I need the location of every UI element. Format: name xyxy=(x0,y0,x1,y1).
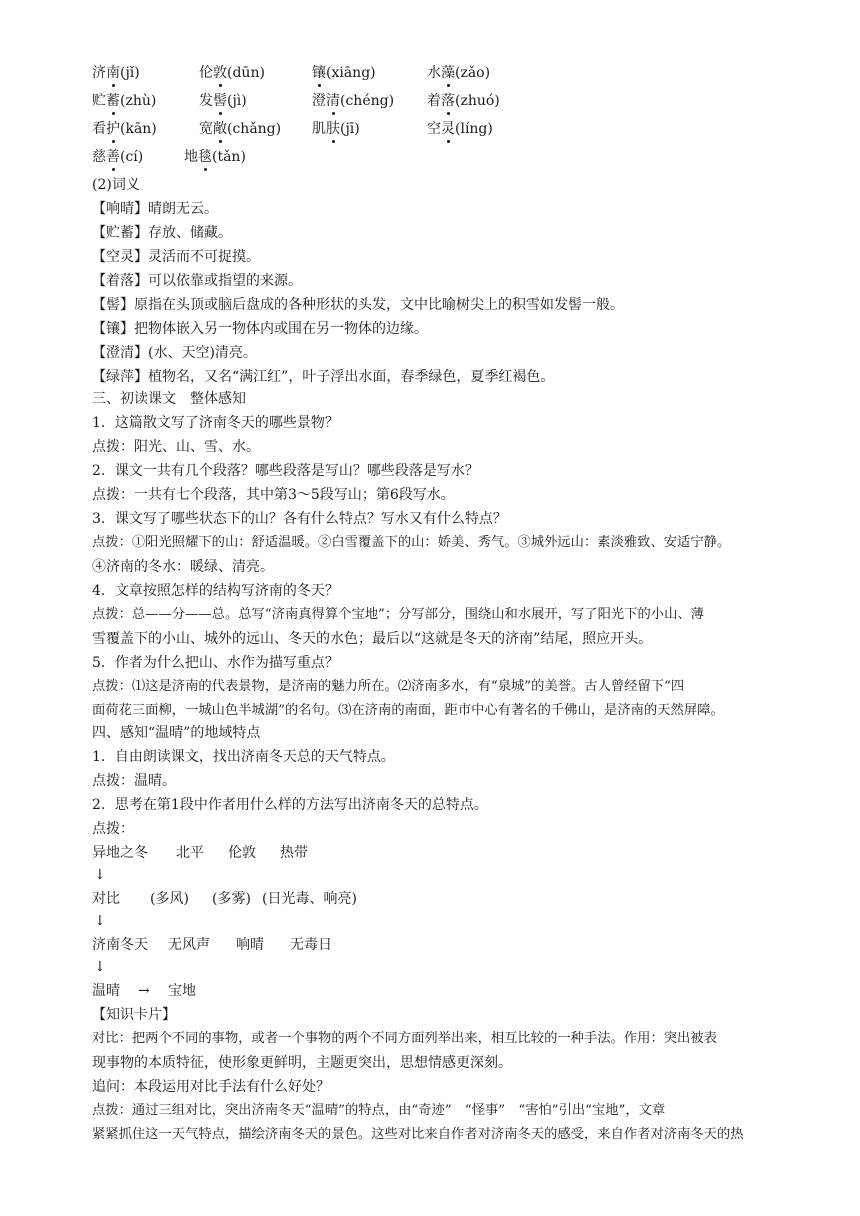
section-heading: 三、初读课文 整体感知 xyxy=(92,391,246,407)
right-arrow-icon: → xyxy=(138,983,150,999)
pinyin-reading: (zhuó) xyxy=(455,93,500,109)
pinyin-entry xyxy=(92,62,140,84)
flow-label: 无风声 xyxy=(168,937,210,953)
section-heading: 四、感知“温晴”的地域特点 xyxy=(92,725,261,741)
paragraph-line: 现事物的本质特征，使形象更鲜明，主题更突出，思想情感更深刻。 xyxy=(92,1055,512,1071)
pinyin-entry xyxy=(427,62,490,84)
flow-label: 伦敦 xyxy=(228,845,256,861)
pinyin-dotted-char: 毯 xyxy=(198,146,212,168)
pinyin-dotted-char: 护 xyxy=(106,118,120,140)
pinyin-dotted-char: 肤 xyxy=(326,118,340,140)
answer-line: 点拨：一共有七个段落，其中第3～5段写山；第6段写水。 xyxy=(92,487,455,503)
question-line: 1．自由朗读课文，找出济南冬天总的天气特点。 xyxy=(92,749,395,765)
answer-line: 点拨：①阳光照耀下的山：舒适温暖。②白雪覆盖下的山：娇美、秀气。③城外远山：素淡雅致、安适宁静。 xyxy=(92,535,731,550)
flow-label: 无毒日 xyxy=(290,937,332,953)
section-heading: 【知识卡片】 xyxy=(92,1007,176,1023)
pinyin-dotted-char: 藻 xyxy=(441,62,455,84)
question-line: 2．课文一共有几个段落？哪些段落是写山？哪些段落是写水？ xyxy=(92,463,479,479)
question-line: 3．课文写了哪些状态下的山？各有什么特点？写水又有什么特点？ xyxy=(92,511,507,527)
pinyin-dotted-char: 清 xyxy=(326,90,340,112)
pinyin-word-part: 空 xyxy=(427,121,441,137)
pinyin-dotted-char: 落 xyxy=(441,90,455,112)
pinyin-reading: (jī) xyxy=(340,121,360,137)
flow-label: 异地之冬 xyxy=(92,845,148,861)
pinyin-entry xyxy=(92,90,156,112)
pinyin-word-part: 济 xyxy=(92,65,106,81)
question-line: 2．思考在第1段中作者用什么样的方法写出济南冬天的总特点。 xyxy=(92,797,488,813)
pinyin-dotted-char: 镶 xyxy=(312,62,326,84)
flow-label: 济南冬天 xyxy=(92,937,148,953)
flow-label: 宝地 xyxy=(168,983,196,999)
question-line: 1．这篇散文写了济南冬天的哪些景物？ xyxy=(92,415,339,431)
section-label: (2)词义 xyxy=(92,177,140,193)
pinyin-entry xyxy=(427,118,493,140)
pinyin-word-part: 贮 xyxy=(92,93,106,109)
answer-line: 点拨：通过三组对比，突出济南冬天“温晴”的特点，由“奇迹” “怪事” “害怕”引出“宝地”，文章 xyxy=(92,1103,666,1118)
pinyin-reading: (xiāng) xyxy=(326,65,376,81)
pinyin-word-part: 着 xyxy=(427,93,441,109)
answer-line: 点拨：温晴。 xyxy=(92,773,176,789)
pinyin-entry xyxy=(199,62,265,84)
definition-line: 【贮蓄】存放、储藏。 xyxy=(92,225,232,241)
pinyin-dotted-char: 髻 xyxy=(213,90,227,112)
question-line: 4．文章按照怎样的结构写济南的冬天？ xyxy=(92,583,339,599)
pinyin-word-part: 澄 xyxy=(312,93,326,109)
pinyin-reading: (tǎn) xyxy=(212,149,246,165)
pinyin-dotted-char: 南 xyxy=(106,62,120,84)
pinyin-word-part: 水 xyxy=(427,65,441,81)
pinyin-entry xyxy=(199,118,281,140)
pinyin-dotted-char: 蓄 xyxy=(106,90,120,112)
down-arrow-icon: ↓ xyxy=(94,867,106,883)
flow-label: (多雾) xyxy=(212,891,251,907)
pinyin-word-part: 看 xyxy=(92,121,106,137)
pinyin-dotted-char: 灵 xyxy=(441,118,455,140)
flow-label: 对比 xyxy=(92,891,120,907)
answer-line: 点拨： xyxy=(92,821,134,837)
pinyin-word-part: 伦 xyxy=(199,65,213,81)
answer-line: 点拨：总——分——总。总写“济南真得算个宝地”；分写部分，围绕山和水展开，写了阳光下的小山、薄 xyxy=(92,607,704,622)
definition-line: 【着落】可以依靠或指望的来源。 xyxy=(92,273,302,289)
pinyin-reading: (cí) xyxy=(120,149,144,165)
definition-line: 【澄清】(水、天空)清亮。 xyxy=(92,345,257,361)
answer-line: 紧紧抓住这一天气特点，描绘济南冬天的景色。这些对比来自作者对济南冬天的感受，来自作者对济南冬天的热 xyxy=(92,1127,744,1142)
answer-line: 点拨：阳光、山、雪、水。 xyxy=(92,439,260,455)
pinyin-reading: (chǎng) xyxy=(227,121,282,137)
paragraph-line: 对比：把两个不同的事物，或者一个事物的两个不同方面列举出来，相互比较的一种手法。作用：突出被表 xyxy=(92,1031,717,1046)
pinyin-entry xyxy=(312,118,360,140)
pinyin-word-part: 发 xyxy=(199,93,213,109)
pinyin-reading: (zǎo) xyxy=(455,65,491,81)
flow-label: (多风) xyxy=(150,891,189,907)
pinyin-entry xyxy=(427,90,500,112)
definition-line: 【绿萍】植物名，又名“满江红”，叶子浮出水面，春季绿色，夏季红褐色。 xyxy=(92,369,555,385)
pinyin-word-part: 宽 xyxy=(199,121,213,137)
pinyin-reading: (kān) xyxy=(120,121,157,137)
pinyin-dotted-char: 敦 xyxy=(213,62,227,84)
pinyin-reading: (chéng) xyxy=(340,93,395,109)
pinyin-word-part: 慈 xyxy=(92,149,106,165)
pinyin-reading: (dūn) xyxy=(227,65,265,81)
pinyin-entry xyxy=(184,146,246,168)
pinyin-reading: (jì) xyxy=(227,93,247,109)
flow-label: (日光毒、响亮) xyxy=(262,891,357,907)
answer-line: 面荷花三面柳，一城山色半城湖”的名句。⑶在济南的南面，距市中心有著名的千佛山，是济南的天然屏障。 xyxy=(92,703,724,718)
down-arrow-icon: ↓ xyxy=(94,959,106,975)
pinyin-reading: (líng) xyxy=(455,121,493,137)
definition-line: 【髻】原指在头顶或脑后盘成的各种形状的头发，文中比喻树尖上的积雪如发髻一般。 xyxy=(92,297,624,313)
pinyin-entry xyxy=(312,90,394,112)
flow-label: 热带 xyxy=(280,845,308,861)
pinyin-reading: (zhù) xyxy=(120,93,157,109)
flow-label: 响晴 xyxy=(236,937,264,953)
flow-label: 北平 xyxy=(176,845,204,861)
down-arrow-icon: ↓ xyxy=(94,913,106,929)
question-line: 5．作者为什么把山、水作为描写重点？ xyxy=(92,655,339,671)
pinyin-dotted-char: 善 xyxy=(106,146,120,168)
pinyin-entry xyxy=(312,62,376,84)
question-line: 追问：本段运用对比手法有什么好处？ xyxy=(92,1079,330,1095)
definition-line: 【镶】把物体嵌入另一物体内或围在另一物体的边缘。 xyxy=(92,321,428,337)
answer-line: 点拨：⑴这是济南的代表景物，是济南的魅力所在。⑵济南多水，有“泉城”的美誉。古人曾经留下“四 xyxy=(92,679,685,694)
definition-line: 【响晴】晴朗无云。 xyxy=(92,201,218,217)
answer-line: 雪覆盖下的小山、城外的远山、冬天的水色；最后以“这就是冬天的济南”结尾，照应开头。 xyxy=(92,631,653,647)
pinyin-word-part: 地 xyxy=(184,149,198,165)
pinyin-entry xyxy=(199,90,247,112)
pinyin-word-part: 肌 xyxy=(312,121,326,137)
answer-line: ④济南的冬水：暖绿、清亮。 xyxy=(92,559,274,575)
flow-label: 温晴 xyxy=(92,983,120,999)
pinyin-reading: (jǐ) xyxy=(120,65,140,81)
pinyin-dotted-char: 敞 xyxy=(213,118,227,140)
pinyin-entry xyxy=(92,118,157,140)
pinyin-entry xyxy=(92,146,143,168)
definition-line: 【空灵】灵活而不可捉摸。 xyxy=(92,249,260,265)
